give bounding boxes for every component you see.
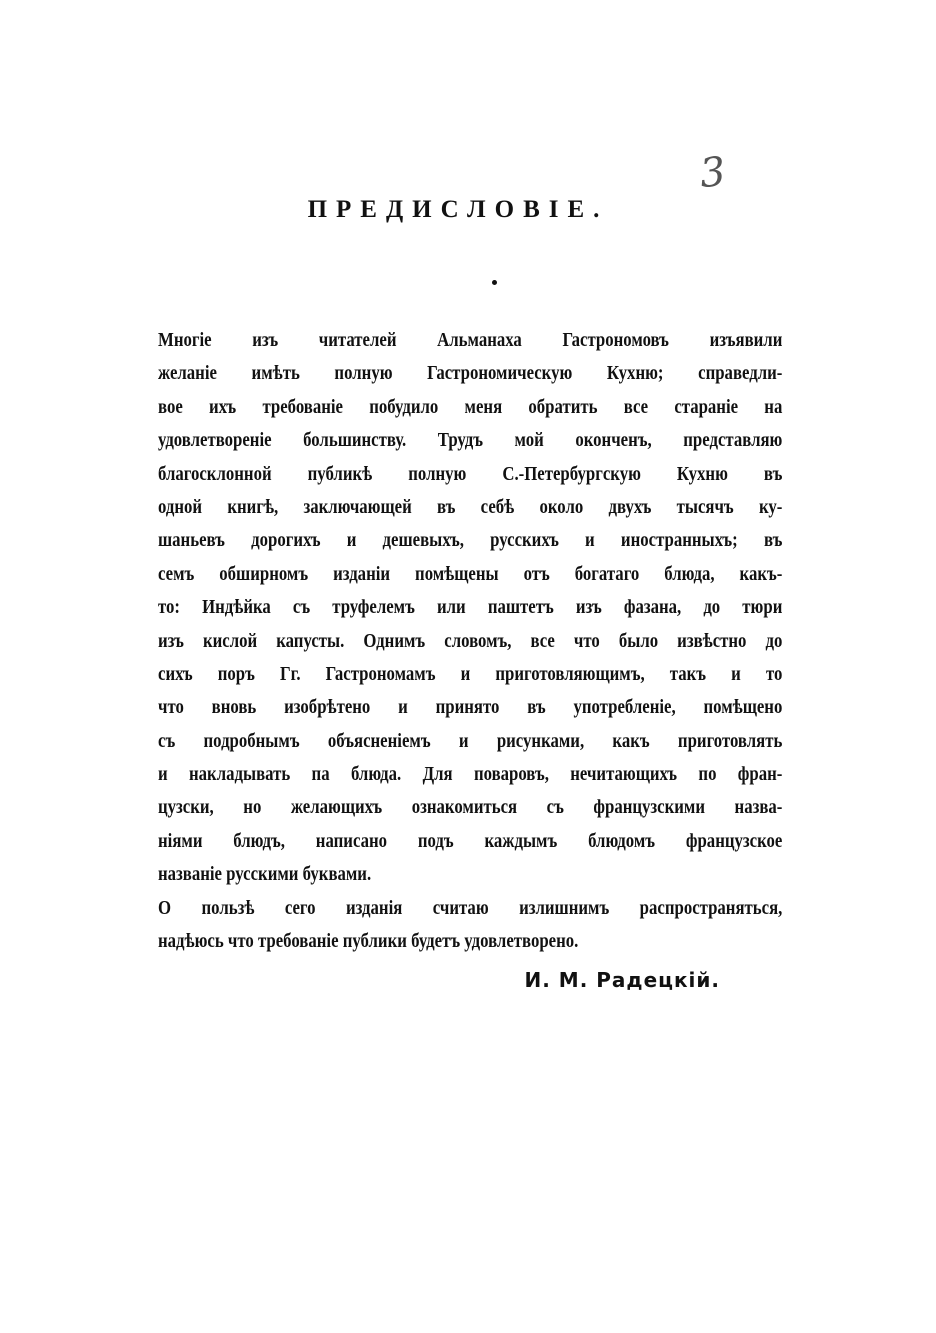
- text-line: названіе русскими буквами.: [158, 864, 372, 886]
- text-line: съ подробнымъ объясненіемъ и рисунками, какъ приготовлять: [158, 730, 783, 752]
- text-line: О пользѣ сего изданія считаю излишнимъ распространяться,: [158, 897, 783, 919]
- decorative-dot: [492, 280, 497, 285]
- handwritten-page-number: 3: [697, 148, 728, 198]
- text-line: одной книгѣ, заключающей въ себѣ около двухъ тысячъ ку-: [158, 496, 783, 518]
- text-line: ніями блюдъ, написано подъ каждымъ блюдомъ французское: [158, 830, 783, 852]
- text-line: что вновь изобрѣтено и принято въ употребленіе, помѣщено: [158, 697, 783, 719]
- text-line: вое ихъ требованіе побудило меня обратить все стараніе на: [158, 396, 783, 418]
- author-signature: И. М. Радецкій.: [524, 968, 720, 992]
- text-line: благосклонной публикѣ полную С.-Петербургскую Кухню въ: [158, 463, 783, 485]
- text-line: сихъ поръ Гг. Гастрономамъ и приготовляющимъ, такъ и то: [158, 663, 783, 685]
- text-line: семъ обширномъ изданіи помѣщены отъ богатаго блюда, какъ-: [158, 563, 783, 585]
- preface-body: [158, 324, 782, 958]
- text-line: удовлетвореніе большинству. Трудъ мой оконченъ, представляю: [158, 430, 783, 452]
- text-line: Многіе изъ читателей Альманаха Гастрономовъ изъявили: [158, 330, 783, 351]
- text-line: то: Индѣйка съ труфелемъ или паштетъ изъ фазана, до тюри: [158, 597, 783, 619]
- text-line: шаньевъ дорогихъ и дешевыхъ, русскихъ и иностранныхъ; въ: [158, 530, 783, 552]
- text-line: изъ кислой капусты. Однимъ словомъ, все что было извѣстно до: [158, 630, 783, 652]
- text-line: желаніе имѣть полную Гастрономическую Кухню; справедли-: [158, 363, 783, 385]
- page-title: ПРЕДИСЛОВІЕ.: [307, 196, 609, 223]
- text-line: цузски, но желающихъ ознакомиться съ французскими назва-: [158, 797, 783, 819]
- text-line: и накладывать па блюда. Для поваровъ, нечитающихъ по фран-: [158, 764, 783, 786]
- text-line: надѣюсь что требованіе публики будетъ удовлетворено.: [158, 931, 579, 953]
